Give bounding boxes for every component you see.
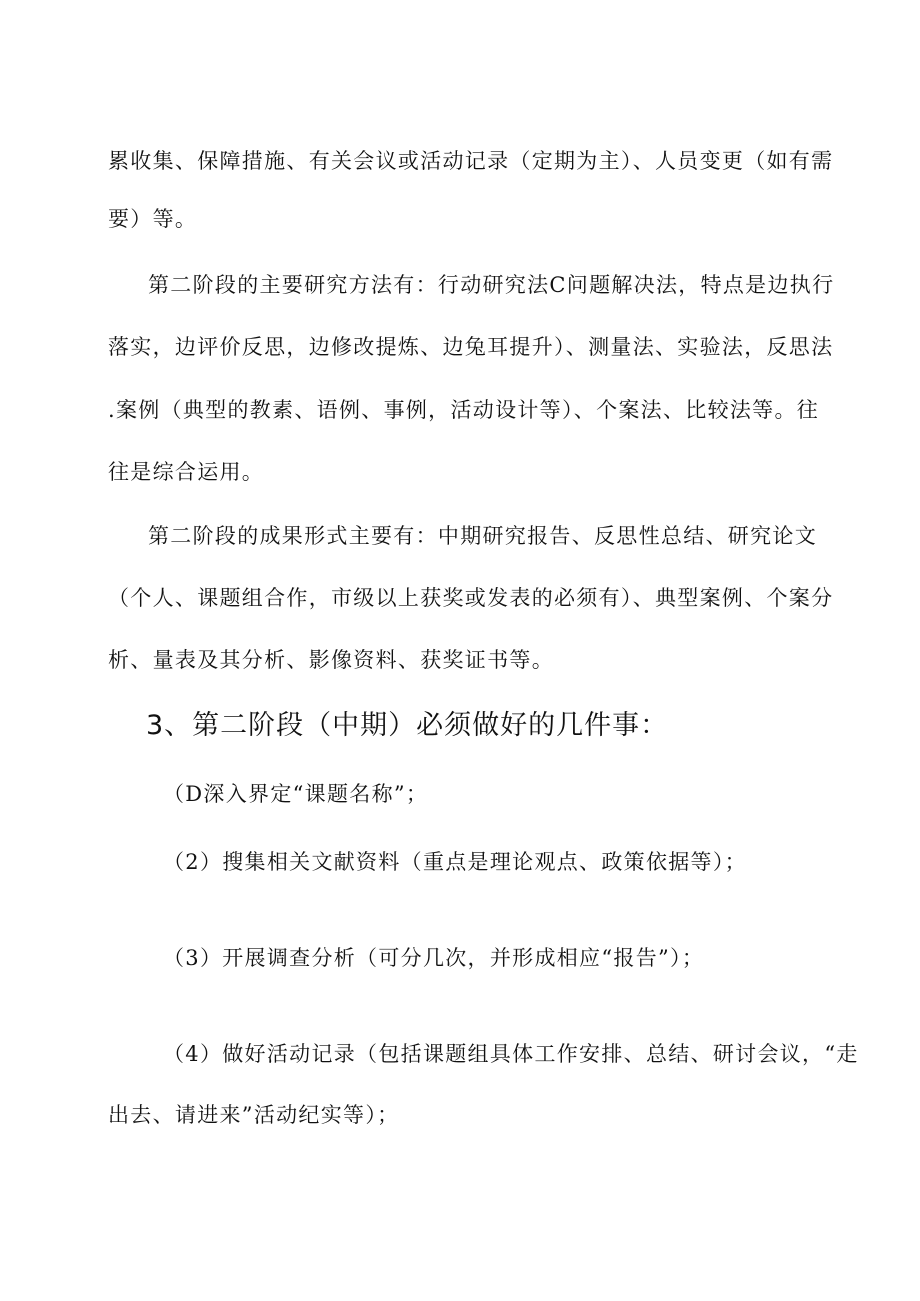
- paragraph-2-line-1: 第二阶段的主要研究方法有：行动研究法C问题解决法，特点是边执行: [148, 273, 835, 297]
- list-item-4-line-2: 出去、请进来”活动纪实等）；: [108, 1103, 400, 1127]
- paragraph-2-line-3: .案例（典型的教素、语例、事例，活动设计等）、个案法、比较法等。往: [108, 398, 820, 422]
- paragraph-1-line-2: 要）等。: [108, 207, 198, 231]
- section-heading: 3、第二阶段（中期）必须做好的几件事：: [146, 710, 669, 741]
- paragraph-3-line-1: 第二阶段的成果形式主要有：中期研究报告、反思性总结、研究论文: [148, 524, 817, 548]
- paragraph-1-line-1: 累收集、保障措施、有关会议或活动记录（定期为主）、人员变更（如有需: [108, 149, 834, 173]
- paragraph-2-line-2: 落实，边评价反思，边修改提炼、边兔耳提升）、测量法、实验法，反思法: [108, 335, 834, 359]
- paragraph-3-line-3: 析、量表及其分析、影像资料、获奖证书等。: [108, 648, 554, 672]
- paragraph-2-line-4: 往是综合运用。: [108, 460, 265, 484]
- list-item-4-line-1: （4）做好活动记录（包括课题组具体工作安排、总结、研讨会议，“走: [163, 1042, 859, 1066]
- list-item-3: （3）开展调查分析（可分几次，并形成相应“报告”）；: [163, 946, 705, 970]
- list-item-2: （2）搜集相关文献资料（重点是理论观点、政策依据等）；: [163, 850, 747, 874]
- list-item-1: （D深入界定“课题名称”；: [163, 782, 429, 806]
- paragraph-3-line-2: （个人、课题组合作，市级以上获奖或发表的必须有）、典型案例、个案分: [108, 586, 834, 610]
